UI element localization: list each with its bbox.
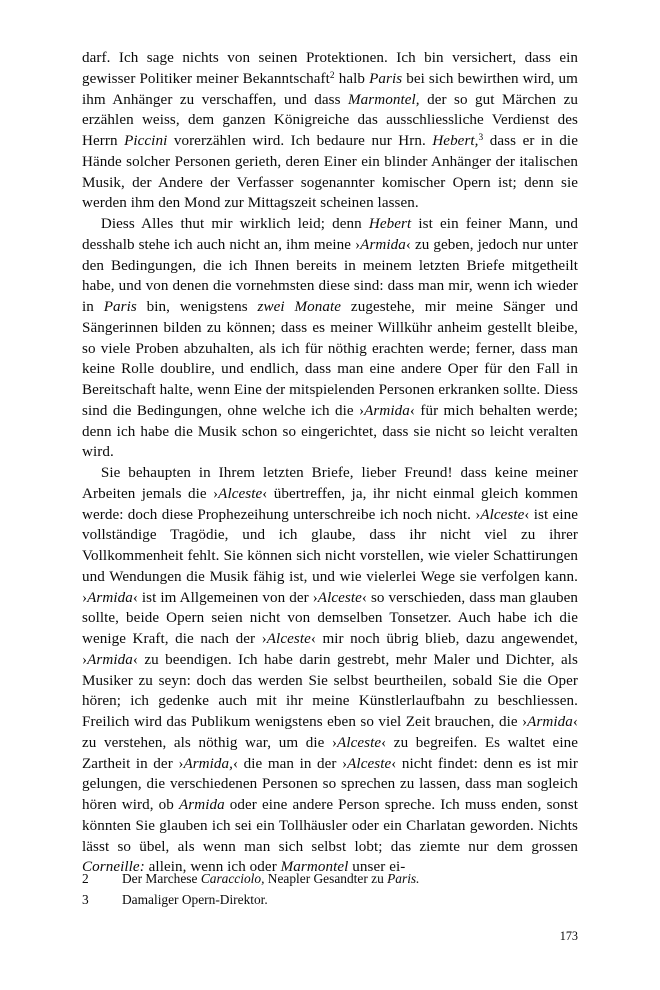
text-run: unser ei-: [348, 859, 406, 876]
text-run: zugestehe, mir meine Sänger und Sängerinnen bilden zu können; dass es meiner Willkühr anheim gestellt bleibe, so viele Proben abzuhalten, als ich für nöthig erachten werde; ferner, dass man keine Rolle doublire, und endlich, dass man eine andere Oper für den Fall in Bereitschaft halte, wenn Eine der mitspielenden Personen erkranken sollte. Diess sind die Bedingungen, ohne welche ich die ›: [82, 299, 579, 419]
text-run: Damaliger Opern-Direktor.: [122, 891, 268, 907]
italic-term: Paris: [369, 70, 403, 87]
text-run: dass er in die Hände solcher Personen gerieth, deren Einer ein blinder Anhänger der italischen Musik, der Andere der Verfasser sogenannter komischer Opern ist; denn sie werden ihm den Mond zur Mittagszeit scheinen lassen.: [82, 133, 578, 212]
footnote-reference-3[interactable]: 3: [478, 133, 484, 144]
italic-term: Armida: [178, 797, 225, 813]
italic-term: Marmontel,: [348, 91, 420, 108]
italic-term: zwei Monate: [257, 299, 342, 315]
paragraph-three: [82, 463, 578, 878]
italic-term: Paris: [103, 299, 137, 315]
italic-term: Corneille:: [82, 859, 145, 876]
italic-term: Armida: [87, 589, 133, 606]
text-run: bin, wenigstens: [136, 299, 258, 315]
footnote-text: [122, 869, 578, 890]
text-run: Neapler Gesandter zu: [264, 871, 388, 886]
page-number: 173: [559, 929, 578, 943]
footnote-section: [82, 869, 578, 910]
text-run: ‹ so verschieden, dass man glauben sollte, beide Opern seien nicht von demselben Tonsetzer. Auch habe ich die wenige Kraft, die nach der ›: [82, 589, 578, 647]
italic-term: Armida,: [183, 755, 234, 772]
italic-term: Alceste: [480, 506, 525, 523]
italic-term: Alceste: [317, 589, 362, 606]
text-run: ‹ ist im Allgemeinen von der ›: [132, 589, 318, 606]
footnote-text: [122, 890, 578, 911]
text-run: allein, wenn ich oder: [144, 859, 281, 876]
italic-term: Hebert,: [432, 133, 479, 149]
footnote-number: 3: [82, 891, 89, 907]
italic-term: Marmontel: [280, 859, 349, 876]
italic-term: Armida: [364, 402, 410, 419]
text-run: ‹ zu verstehen, als nöthig war, um die ›: [82, 714, 578, 751]
text-run: ist ein feiner Mann, und desshalb stehe ich auch nicht an, ihm meine ›: [82, 216, 578, 253]
text-run: ‹ zu geben, jedoch nur unter den Bedingungen, die ich Ihnen bereits in meinem letzten Briefe mitgetheilt habe, und von denen die vornehmsten diese sind: dass man mir, wenn ich wieder in: [82, 236, 578, 315]
text-run: ‹ zu beendigen. Ich habe darin gestrebt, mehr Maler und Dichter, als Musiker zu seyn: doch das werden Sie selbst beurtheilen, sobald Sie die Oper hören; ich gedenke auch mit ihr meine Künstlerlaufbahn zu beschliessen. Freilich wird das Publikum wenigstens eben so viel Zeit brauchen, die ›: [82, 651, 578, 730]
italic-term: Armida: [360, 236, 406, 253]
text-run: vorerzählen wird. Ich bedaure nur Hrn.: [167, 133, 433, 149]
text-run: ‹ übertreffen, ja, ihr nicht einmal gleich kommen werde: doch diese Prophezeihung unterschreibe ich noch nicht. ›: [82, 485, 578, 523]
text-run: darf. Ich sage nichts von seinen Protektionen. Ich bin versichert, dass ein gewisser Politiker meiner Bekanntschaft: [82, 50, 578, 87]
italic-term: Piccini: [124, 133, 168, 149]
footnote-entry: [82, 890, 578, 911]
text-run: ‹ die man in der ›: [233, 755, 348, 772]
text-run: halb: [334, 70, 370, 87]
text-run: ‹ zu begreifen. Es waltet eine Zartheit in der ›: [82, 734, 578, 772]
italic-term: Paris.: [387, 871, 420, 886]
text-run: der so gut Märchen zu erzählen weiss, dem ganzen Königreiche das ausschliessliche Verdienst des Herrn: [82, 91, 578, 149]
footnote-number: 2: [82, 871, 89, 886]
text-run: Diess Alles thut mir wirklich leid; denn: [100, 216, 369, 232]
italic-term: Armida: [87, 651, 133, 668]
text-run: ‹ mir noch übrig blieb, dazu angewendet, ›: [82, 631, 578, 668]
italic-term: Armida: [527, 714, 573, 730]
italic-term: Alceste: [347, 755, 392, 772]
italic-term: Alceste: [218, 485, 263, 502]
text-run: ‹ ist eine vollständige Tragödie, und ich glaube, dass ihr nicht viel zu ihrer Vollkommenheit fehlt. Sie können sich nicht vorstellen, wie vieler Schattirungen und Wendungen die Musik fähig ist, und wie vielerlei Wege sie verfolgen kann. ›: [82, 506, 578, 606]
italic-term: Caracciolo,: [200, 871, 265, 886]
text-run: Der Marchese: [122, 871, 201, 886]
text-run: ‹ für mich behalten werde; denn ich habe die Musik schon so eingerichtet, dass sie nicht so leicht veralten wird.: [82, 402, 578, 461]
footnote-reference-2[interactable]: 2: [329, 70, 335, 81]
text-run: oder eine andere Person spreche. Ich muss enden, sonst könnten Sie glauben ich sei ein Tollhäusler oder ein Charlatan geworden. Nichts lässt so übel, als wenn man sich selbst lobt; das ziemte nur dem grossen: [82, 797, 578, 855]
italic-term: Hebert: [368, 216, 412, 232]
page-text-block: [82, 48, 578, 878]
footnote-entry: [82, 869, 578, 890]
text-run: Sie behaupten in Ihrem letzten Briefe, lieber Freund! dass keine meiner Arbeiten jemals die ›: [82, 465, 578, 502]
paragraph-two: [82, 214, 578, 463]
text-run: ‹ nicht findet: denn es ist mir gelungen, die verschiedenen Personen so sprechen zu lassen, dass man sogleich hören wird, ob: [82, 755, 578, 813]
italic-term: Alceste: [266, 631, 311, 647]
italic-term: Alceste: [337, 734, 382, 751]
paragraph-continuation: [82, 48, 578, 214]
text-run: bei sich bewirthen wird, um ihm Anhänger zu verschaffen, und dass: [82, 70, 578, 108]
